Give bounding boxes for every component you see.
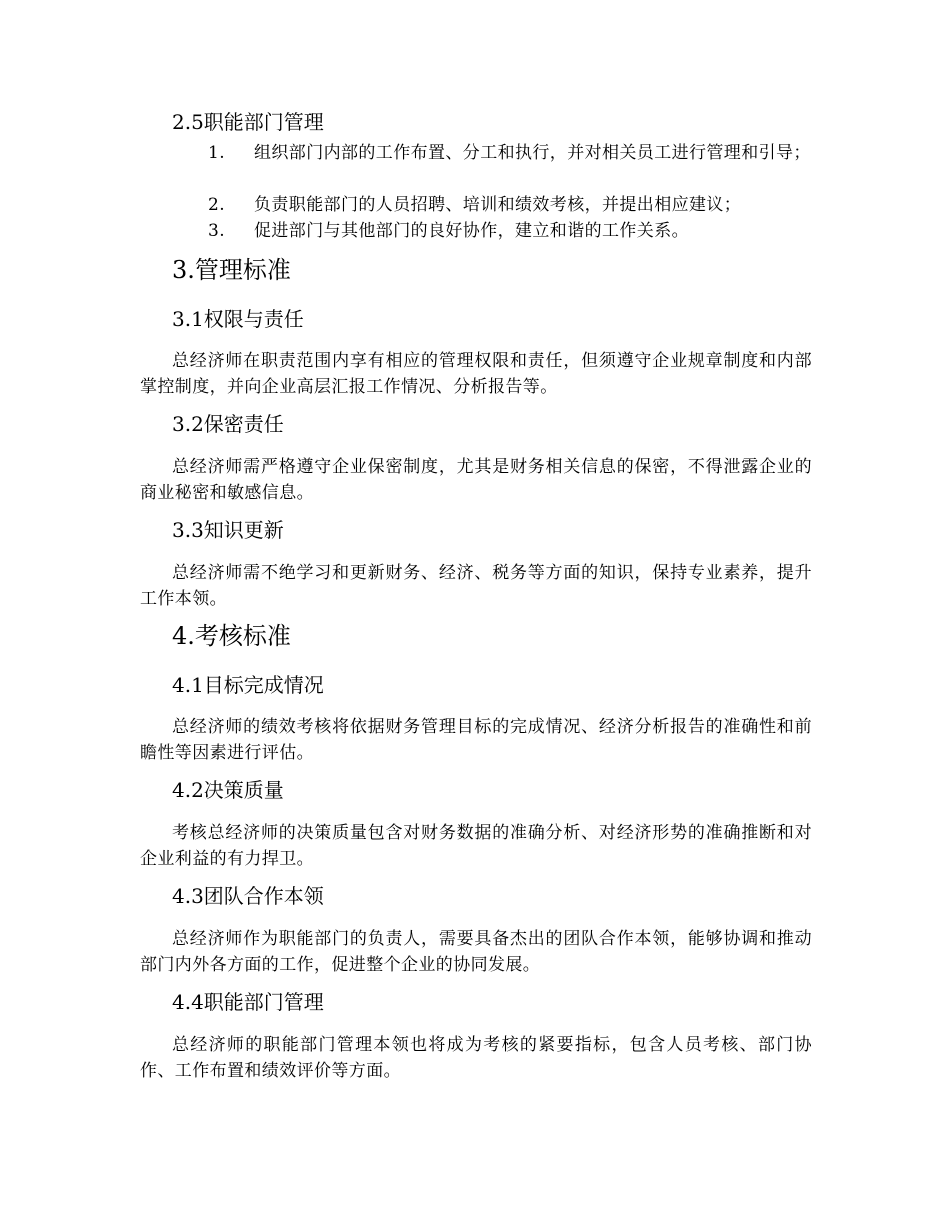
section-heading-2-5: 2.5职能部门管理 — [172, 110, 324, 134]
section-heading-4-4: 4.4职能部门管理 — [172, 990, 324, 1014]
list-item — [170, 218, 812, 244]
section-heading-4-3: 4.3团队合作本领 — [172, 884, 324, 908]
section-heading-3-2: 3.2保密责任 — [172, 412, 284, 436]
section-heading-4-1: 4.1目标完成情况 — [172, 673, 324, 697]
section-heading-3-3: 3.3知识更新 — [172, 518, 284, 542]
paragraph-4-4: 总经济师的职能部门管理本领也将成为考核的紧要指标，包含人员考核、部门协作、工作布置和绩效评价等方面。 — [140, 1035, 812, 1081]
list-item-text: 负责职能部门的人员招聘、培训和绩效考核，并提出相应建议； — [254, 195, 742, 215]
list-item-text: 组织部门内部的工作布置、分工和执行，并对相关员工进行管理和引导； — [254, 143, 811, 163]
list-item-number: 1. — [208, 143, 226, 163]
section-heading-3-1: 3.1权限与责任 — [172, 307, 304, 331]
paragraph-3-2: 总经济师需严格遵守企业保密制度，尤其是财务相关信息的保密，不得泄露企业的商业秘密和敏感信息。 — [140, 457, 812, 503]
list-item-text: 促进部门与其他部门的良好协作，建立和谐的工作关系。 — [254, 221, 689, 241]
section-heading-4: 4.考核标准 — [172, 622, 291, 650]
list-item — [170, 140, 812, 166]
paragraph-3-3: 总经济师需不绝学习和更新财务、经济、税务等方面的知识，保持专业素养，提升工作本领。 — [140, 563, 812, 609]
section-heading-4-2: 4.2决策质量 — [172, 778, 284, 802]
paragraph-3-1: 总经济师在职责范围内享有相应的管理权限和责任，但须遵守企业规章制度和内部掌控制度，并向企业高层汇报工作情况、分析报告等。 — [140, 351, 812, 397]
list-item-number: 3. — [208, 221, 226, 241]
section-heading-3: 3.管理标准 — [172, 256, 291, 284]
list-item — [170, 192, 812, 218]
paragraph-4-1: 总经济师的绩效考核将依据财务管理目标的完成情况、经济分析报告的准确性和前瞻性等因素进行评估。 — [140, 717, 812, 763]
paragraph-4-2: 考核总经济师的决策质量包含对财务数据的准确分析、对经济形势的准确推断和对企业利益的有力捍卫。 — [140, 823, 812, 869]
paragraph-4-3: 总经济师作为职能部门的负责人，需要具备杰出的团队合作本领，能够协调和推动部门内外各方面的工作，促进整个企业的协同发展。 — [140, 929, 812, 975]
list-item-number: 2. — [208, 195, 226, 215]
